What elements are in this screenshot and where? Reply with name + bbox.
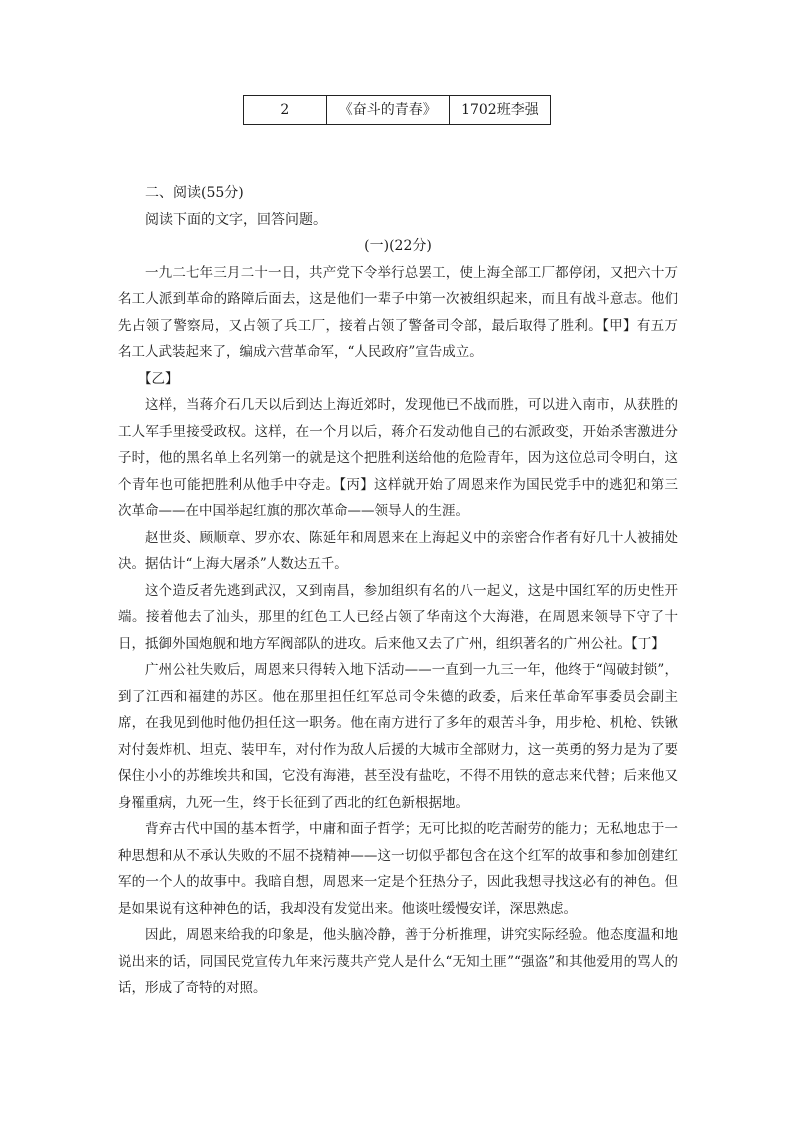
paragraph: 赵世炎、顾顺章、罗亦农、陈延年和周恩来在上海起义中的亲密合作者有好几十人被捕处决。据估计“上海大屠杀”人数达五千。 xyxy=(118,529,678,572)
paragraph: 这个造反者先逃到武汉，又到南昌，参加组织有名的八一起义，这是中国红军的历史性开端。接着他去了汕头，那里的红色工人已经占领了华南这个大海港，在周恩来领导下守了十日，抵御外国炮舰和地方军阀部队的进攻。后来他又去了广州，组织著名的广州公社。【丁】 xyxy=(118,582,678,652)
reading-section xyxy=(118,180,678,1002)
paragraph: 一九二七年三月二十一日，共产党下令举行总罢工，使上海全部工厂都停闭，又把六十万名工人派到革命的路障后面去，这是他们一辈子中第一次被组织起来，而且有战斗意志。他们先占领了警察局，又占领了兵工厂，接着占领了警备司令部，最后取得了胜利。【甲】有五万名工人武装起来了，编成六营革命军，“人民政府”宣告成立。 xyxy=(118,264,678,360)
table-row xyxy=(244,96,551,125)
info-table xyxy=(243,95,551,125)
paragraph: 因此，周恩来给我的印象是，他头脑冷静，善于分析推理，讲究实际经验。他态度温和地说出来的话，同国民党宣传九年来污蔑共产党人是什么“无知土匪”“强盗”和其他爱用的骂人的话，形成了奇特的对照。 xyxy=(118,927,678,996)
paragraph: 广州公社失败后，周恩来只得转入地下活动——一直到一九三一年，他终于“闯破封锁”，到了江西和福建的苏区。他在那里担任红军总司令朱德的政委，后来任革命军事委员会副主席，在我见到他时他仍担任这一职务。他在南方进行了多年的艰苦斗争，用步枪、机枪、铁锹对付轰炸机、坦克、装甲车，对付作为敌人后援的大城市全部财力，这一英勇的努力是为了要保住小小的苏维埃共和国，它没有海港，甚至没有盐吃，不得不用铁的意志来代替；后来他又身罹重病，九死一生，终于长征到了西北的红色新根据地。 xyxy=(118,662,678,811)
table-cell-number: 2 xyxy=(244,96,327,125)
table-cell-work-title: 《奋斗的青春》 xyxy=(326,96,449,125)
instruction-text: 阅读下面的文字，回答问题。 xyxy=(145,211,327,228)
section-title: 二、阅读(55分) xyxy=(145,185,244,201)
marker-yi: 【乙】 xyxy=(138,370,179,387)
paragraph: 背弃古代中国的基本哲学，中庸和面子哲学；无可比拟的吃苦耐劳的能力；无私地忠于一种思想和从不承认失败的不屈不挠精神——这一切似乎都包含在这个红军的故事和参加创建红军的一个人的故事中。我暗自想，周恩来一定是个狂热分子，因此我想寻找这必有的神色。但是如果说有这种神色的话，我却没有发觉出来。他谈吐缓慢安详，深思熟虑。 xyxy=(118,821,678,917)
table-cell-author: 1702班李强 xyxy=(449,96,550,125)
paragraph: 这样，当蒋介石几天以后到达上海近郊时，发现他已不战而胜，可以进入南市，从获胜的工人军手里接受政权。这样，在一个月以后，蒋介石发动他自己的右派政变，开始杀害激进分子时，他的黑名单上名列第一的就是这个把胜利送给他的危险青年，因为这位总司令明白，这个青年也可能把胜利从他手中夺走。【丙】这样就开始了周恩来作为国民党手中的逃犯和第三次革命——在中国举起红旗的那次革命——领导人的生涯。 xyxy=(118,397,678,519)
sub-section-title: (一)(22分) xyxy=(364,238,432,254)
